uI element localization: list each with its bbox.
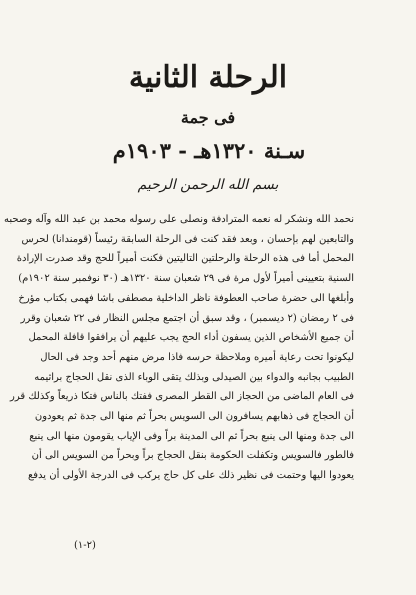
- text-line: ليكونوا تحت رعاية أميره وملاحظة حرسه فاذا مرض منهم أحد وجد فى الحال: [40, 351, 354, 363]
- text-line: أن الحجاج فى ذهابهم يسافرون الى السويس بحراً ثم منها الى جدة ثم يعودون: [34, 411, 354, 423]
- text-line: فى ٢ رمضان (٢ ديسمبر) ، وقد سبق أن اجتمع مجلس النظار فى ٢٢ شعبان وقرر: [20, 312, 354, 324]
- text-line: وأبلغها الى حضرة صاحب العطوفة ناظر الداخلية مصطفى باشا فهمى بكتاب مؤرخ: [18, 292, 354, 304]
- text-line: يعودوا اليها وحتمت فى نظير ذلك على كل حاج يركب فى الدرجة الأولى أن يدفع: [27, 470, 354, 482]
- text-line: نحمد الله ونشكر له نعمه المترادفة ونصلى على رسوله محمد بن عبد الله وآله وصحبه: [4, 214, 354, 225]
- text-line: الى جدة ومنها الى ينبع بحراً ثم الى المدينة براً وفى الإياب يقومون منها الى ينبع: [29, 430, 354, 442]
- text-line: المحمل أما فى هذه الرحلة والرحلتين التاليتين فكنت أميراً للحج وقد صدرت الإرادة: [16, 253, 354, 265]
- text-line: أن جميع الأشخاص الذين يسفون أداء الحج يجب عليهم أن يرافقوا قافلة المحمل: [28, 332, 354, 344]
- text-line: والتابعين لهم بإحسان ، وبعد فقد كنت فى الرحلة السابقة رئيساً (قومندانا) لحرس: [21, 233, 354, 245]
- text-line: الطبيب بجانبه والدواء بين الصيدلى وبذلك يتقى الوباء الذى نقل الحجاج براثيمه: [34, 371, 354, 383]
- chapter-subtitle: فى جمة: [180, 108, 236, 127]
- chapter-title: الرحلة الثانية: [128, 60, 288, 95]
- basmala-heading: بسم الله الرحمن الرحيم: [137, 177, 279, 193]
- text-line: السنية بتعيينى أميراً لأول مرة فى ٢٩ شعبان سنة ١٣٢٠هـ (٣٠ نوفمبر سنة ١٩٠٢م): [18, 273, 354, 285]
- signature-mark: (٢-١): [74, 540, 96, 551]
- text-line: فى العام الماضى من الحجاز الى القطر المصرى ففتك بالناس فتكا ذريعاً وكذلك قرر: [10, 391, 354, 403]
- text-line: فالطور فالسويس وتكفلت الحكومة بنقل الحجاج براً وبحراً من السويس الى أن: [31, 450, 354, 462]
- body-paragraph: [4, 210, 354, 486]
- chapter-dateline: سـنة ١٣٢٠هـ - ١٩٠٣م: [112, 138, 306, 163]
